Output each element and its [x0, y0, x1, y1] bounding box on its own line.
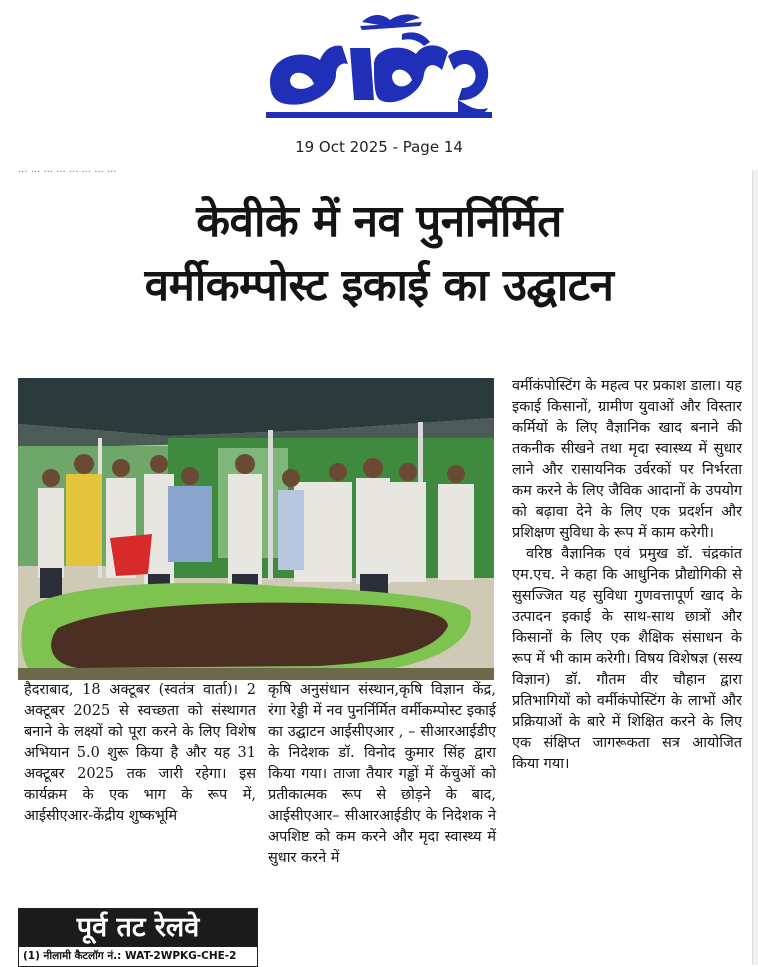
masthead	[0, 0, 758, 165]
headline-line-1: केवीके में नव पुनर्निर्मित	[196, 196, 562, 247]
article-headline	[20, 190, 738, 318]
column-2-text: कृषि अनुसंधान संस्थान,कृषि विज्ञान केंद्र, रंगा रेड्डी में नव पुनर्निर्मित वर्मीकम्पोस्ट इकाई का उद्घाटन आईसीएआर , – सीआरआईडीए के निदेशक डॉ. विनोद कुमार सिंह द्वारा किया गया। ताजा तैयार गड्ढों में केंचुओं को प्रतीकात्मक रूप से छोड़ने के बाद, आईसीएआर– सीआरआईडीए के निदेशक ने अपशिष्ट को कम करने और मृदा स्वास्थ्य में सुधार करने में	[268, 682, 496, 866]
column-3-paragraph-2: वरिष्ठ वैज्ञानिक एवं प्रमुख डॉ. चंद्रकांत एम.एच. ने कहा कि आधुनिक प्रौद्योगिकी से सुसज्जित यह सुविधा गुणवत्तापूर्ण खाद के उत्पादन इकाई के साथ-साथ छात्रों और किसानों के लिए एक शैक्षिक संसाधन के रूप में भी काम करेगी। विषय विशेषज्ञ (सस्य विज्ञान) डॉ. गौतम वीर चौहान द्वारा प्रतिभागियों को वर्मीकंपोस्टिंग के लाभों और प्रक्रियाओं के बारे में शिक्षित करने के लिए एक संक्षिप्त जागरूकता सत्र आयोजित किया गया।	[512, 546, 742, 772]
clipped-previous-text: ... ... ... ... ... ... ... ...	[18, 165, 117, 175]
left-margin	[0, 170, 14, 965]
article-column-1	[24, 680, 256, 827]
article-column-3	[512, 376, 742, 775]
article-photo	[18, 378, 494, 680]
newspaper-logo	[262, 4, 496, 124]
page-date-info: 19 Oct 2025 - Page 14	[295, 138, 463, 156]
railway-advertisement	[18, 908, 258, 967]
column-1-text: हैदराबाद, 18 अक्टूबर (स्वतंत्र वार्ता)। 2 अक्टूबर 2025 से स्वच्छता को संस्थागत बनाने के लक्ष्यों को पूरा करने के लिए विशेष अभियान 5.0 शुरू किया है और यह 31 अक्टूबर 2025 तक जारी रहेगा। इस कार्यक्रम के एक भाग के रूप में, आईसीएआर-केंद्रीय शुष्कभूमि	[24, 682, 256, 824]
headline-line-2: वर्मीकम्पोस्ट इकाई का उद्घाटन	[144, 260, 614, 311]
right-margin-strip	[752, 170, 758, 965]
ad-title: पूर्व तट रेलवे	[19, 909, 257, 947]
article-column-2	[268, 680, 496, 869]
ad-subtitle: (1) नीलामी कैटलॉग नं.: WAT-2WPKG-CHE-2	[23, 950, 237, 962]
column-3-paragraph-1: वर्मीकंपोस्टिंग के महत्व पर प्रकाश डाला। यह इकाई किसानों, ग्रामीण युवाओं और विस्तार कर्मियों के लिए वैज्ञानिक खाद बनाने की तकनीक सीखने तथा मृदा स्वास्थ्य में सुधार लाने और रासायनिक उर्वरकों पर निर्भरता कम करने के लिए जैविक आदानों के उपयोग को बढ़ावा देने के लिए एक प्रदर्शन और प्रशिक्षण सुविधा के रूप में काम करेगी।	[512, 378, 742, 541]
